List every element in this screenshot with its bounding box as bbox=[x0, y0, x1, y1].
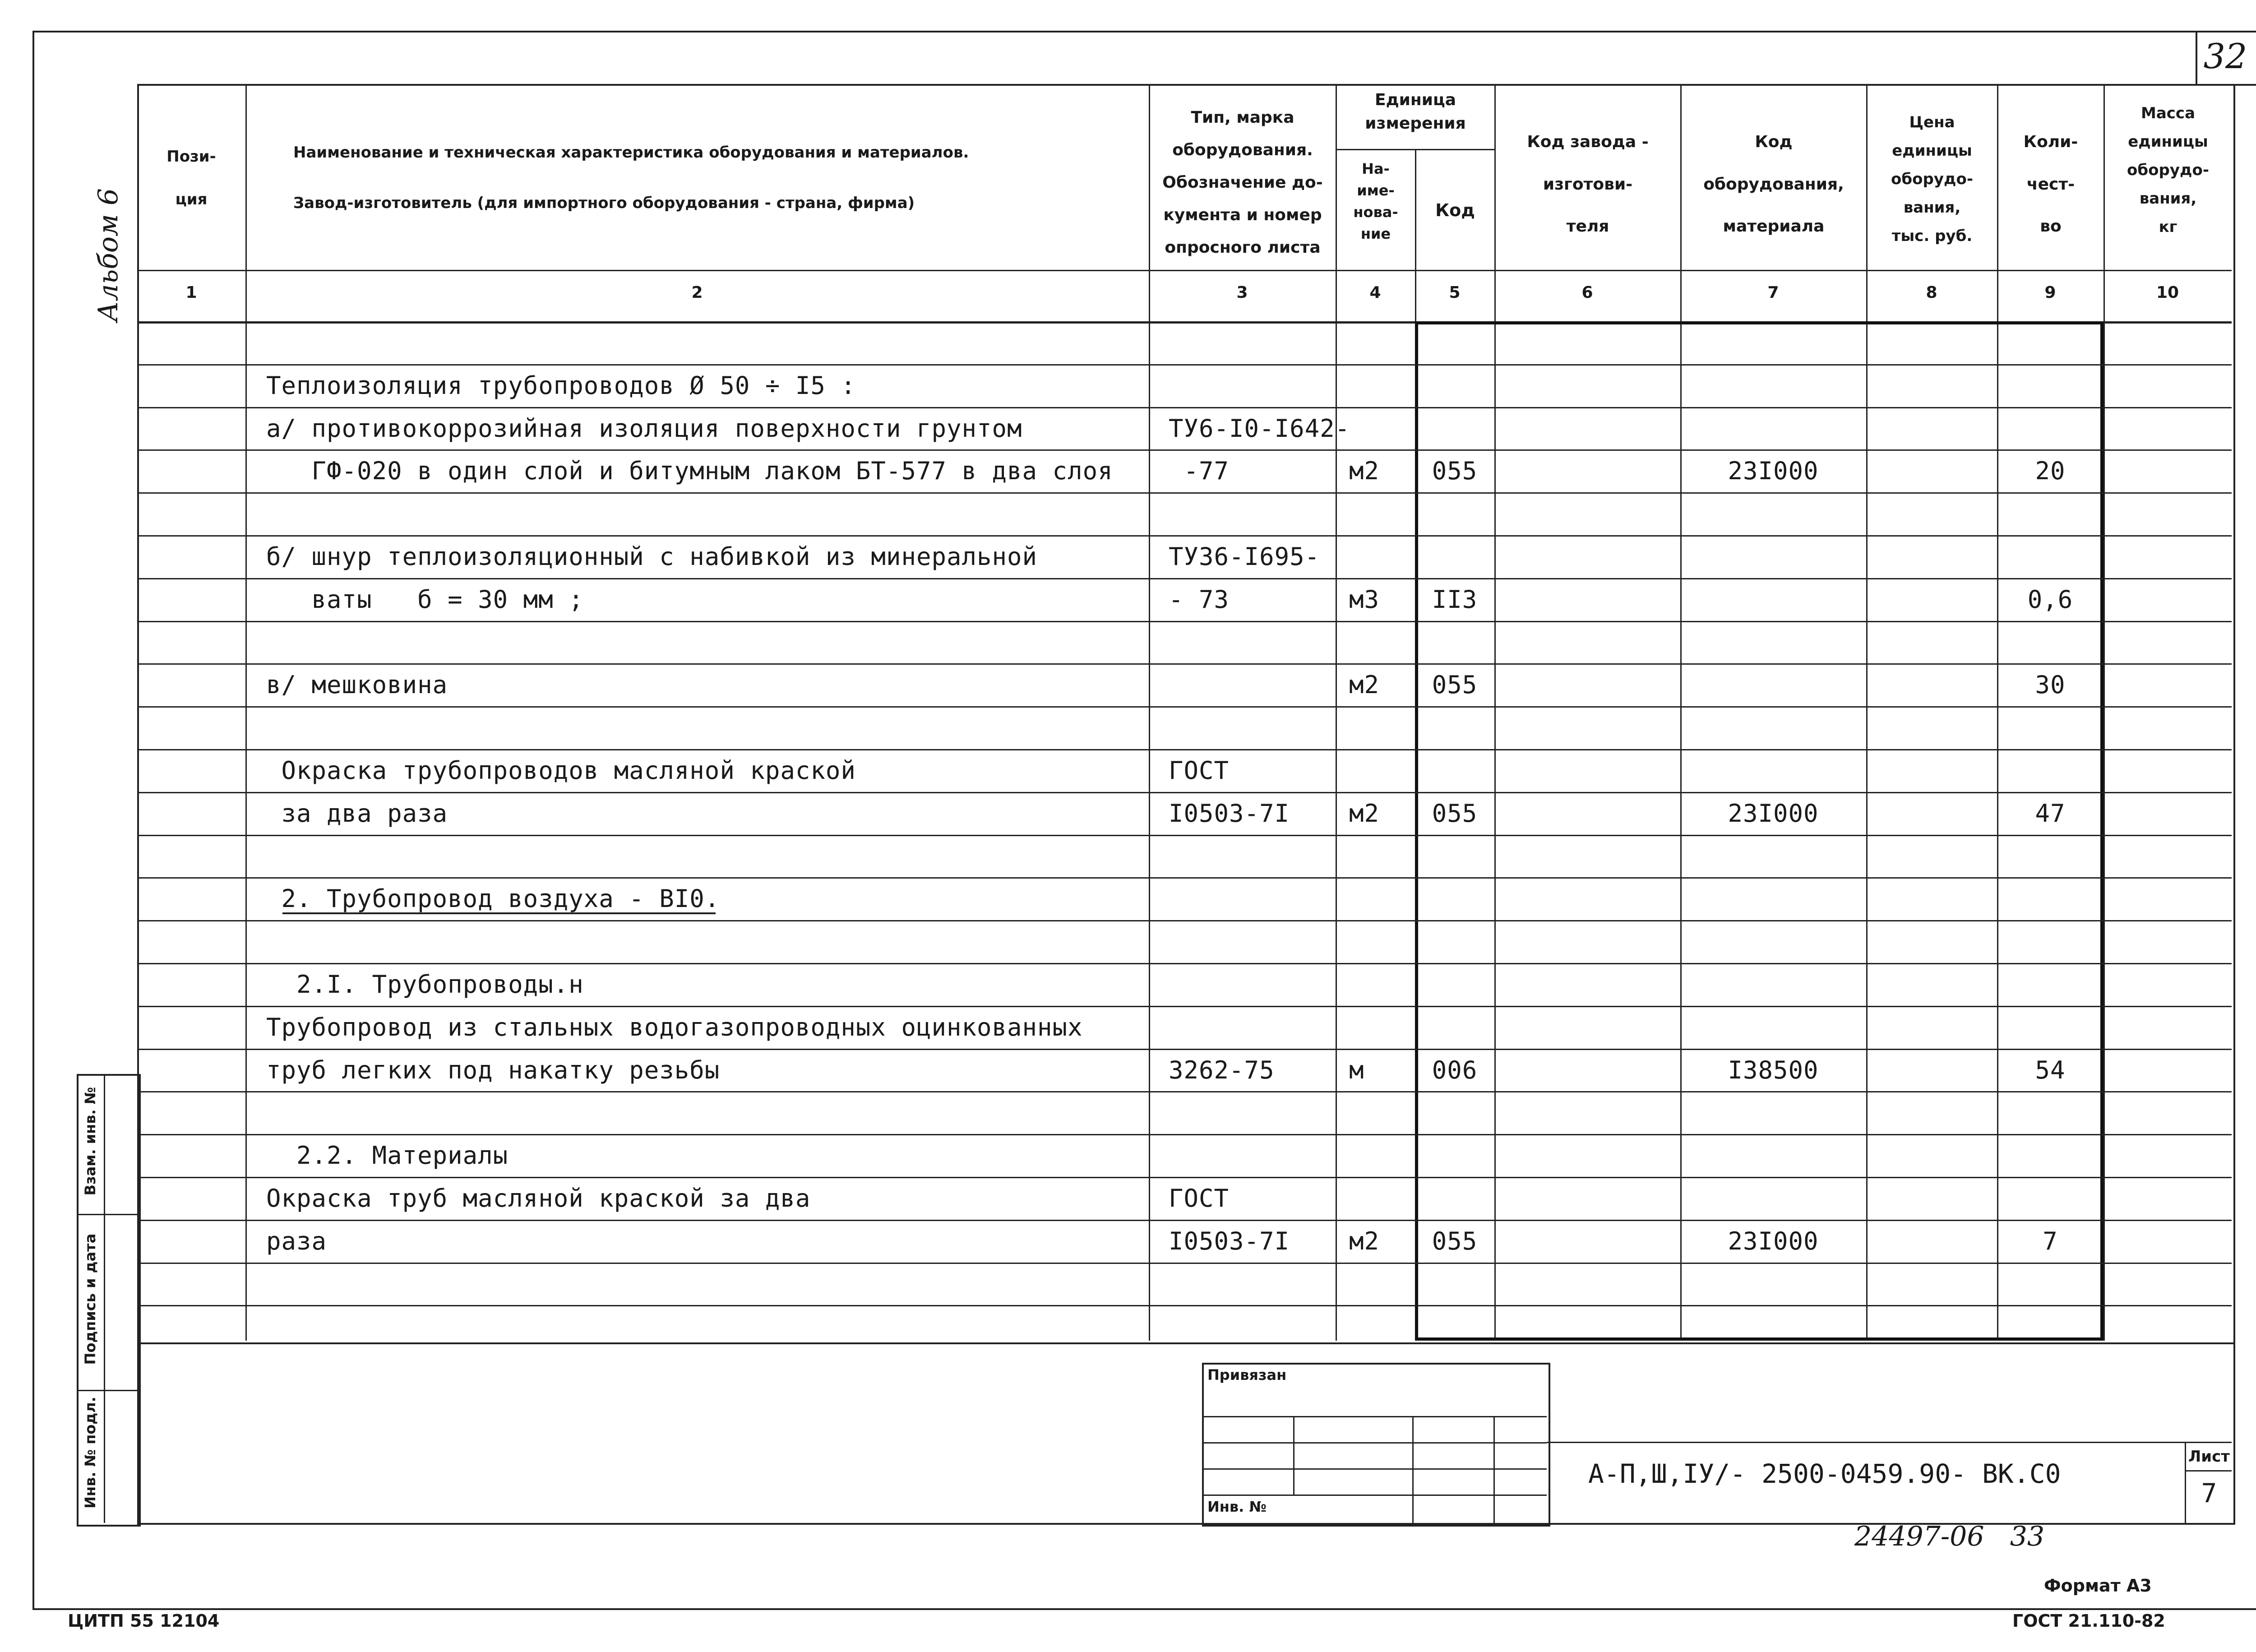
hdr-price: Цена единицы оборудо- вания, тыс. руб. bbox=[1891, 113, 1973, 245]
row-separator bbox=[137, 1134, 2232, 1135]
hdr-mass: Масса единицы оборудо- вания, кг bbox=[2127, 104, 2209, 236]
row-separator bbox=[137, 920, 2232, 921]
footer-left: ЦИТП 55 12104 bbox=[68, 1611, 220, 1631]
handwritten-number: 24497-06 33 bbox=[1854, 1521, 2045, 1552]
row-3-mat: 23I000 bbox=[1728, 457, 1819, 486]
hdr-qty: Коли- чест- во bbox=[2023, 133, 2078, 236]
row-11-code: 055 bbox=[1432, 799, 1478, 828]
row-1-name: Теплоизоляция трубопроводов Ø 50 ÷ I5 : bbox=[266, 371, 856, 400]
row-21-qty: 7 bbox=[2043, 1226, 2058, 1255]
row-6-unit: м3 bbox=[1349, 585, 1380, 614]
row-20-doc: ГОСТ bbox=[1169, 1184, 1230, 1212]
row-5-doc: ТУ36-I695- bbox=[1169, 542, 1320, 571]
row-separator bbox=[137, 578, 2232, 579]
sheet-number: 32 bbox=[2203, 36, 2247, 76]
side-podpis: Подпись и дата bbox=[82, 1233, 99, 1365]
row-21-name: раза bbox=[266, 1226, 327, 1255]
hdr-type: Тип, марка оборудования. Обозначение до- кумента и номер опросного листа bbox=[1162, 108, 1323, 257]
side-inv: Инв. № подл. bbox=[82, 1397, 99, 1509]
row-21-code: 055 bbox=[1432, 1226, 1478, 1255]
inv-no-label: Инв. № bbox=[1207, 1498, 1267, 1515]
row-separator bbox=[137, 963, 2232, 964]
row-separator bbox=[137, 1006, 2232, 1007]
col-num-5: 5 bbox=[1449, 283, 1461, 302]
col-num-2: 2 bbox=[691, 283, 703, 302]
row-16-name: Трубопровод из стальных водогазопроводных оцинкованных bbox=[266, 1013, 1083, 1041]
row-21-unit: м2 bbox=[1349, 1226, 1380, 1255]
row-11-mat: 23I000 bbox=[1728, 799, 1819, 828]
row-separator bbox=[137, 663, 2232, 665]
hdr-position: Пози- ция bbox=[166, 148, 216, 209]
side-vzam: Взам. инв. № bbox=[82, 1087, 99, 1196]
col-num-8: 8 bbox=[1926, 283, 1937, 302]
row-separator bbox=[137, 1263, 2232, 1264]
row-separator bbox=[137, 877, 2232, 879]
title-block bbox=[137, 1341, 2235, 1525]
row-separator bbox=[137, 749, 2232, 750]
row-21-mat: 23I000 bbox=[1728, 1226, 1819, 1255]
row-19-name: 2.2. Материалы bbox=[266, 1141, 509, 1170]
row-separator bbox=[137, 706, 2232, 708]
row-separator bbox=[137, 492, 2232, 494]
list-label: Лист bbox=[2188, 1448, 2230, 1466]
footer-right: ГОСТ 21.110-82 bbox=[2012, 1611, 2165, 1631]
row-3-doc: -77 bbox=[1169, 457, 1230, 486]
row-separator bbox=[137, 1177, 2232, 1178]
album-label: Альбом 6 bbox=[92, 188, 124, 322]
col-num-9: 9 bbox=[2044, 283, 2056, 302]
section-underline bbox=[282, 912, 716, 914]
col-num-6: 6 bbox=[1581, 283, 1593, 302]
row-20-name: Окраска труб масляной краской за два bbox=[266, 1184, 811, 1212]
row-17-qty: 54 bbox=[2035, 1055, 2066, 1084]
col-num-4: 4 bbox=[1369, 283, 1381, 302]
row-8-code: 055 bbox=[1432, 671, 1478, 699]
row-21-doc: I0503-7I bbox=[1169, 1226, 1290, 1255]
row-2-name: а/ противокоррозийная изоляция поверхности грунтом bbox=[266, 414, 1022, 443]
row-11-unit: м2 bbox=[1349, 799, 1380, 828]
row-3-code: 055 bbox=[1432, 457, 1478, 486]
list-number: 7 bbox=[2201, 1478, 2217, 1509]
row-separator bbox=[137, 364, 2232, 366]
row-11-doc: I0503-7I bbox=[1169, 799, 1290, 828]
row-separator bbox=[137, 1091, 2232, 1092]
row-10-name: Окраска трубопроводов масляной краской bbox=[266, 756, 856, 785]
row-8-unit: м2 bbox=[1349, 671, 1380, 699]
row-6-qty: 0,6 bbox=[2027, 585, 2073, 614]
row-separator bbox=[137, 835, 2232, 836]
col-num-1: 1 bbox=[185, 283, 197, 302]
row-17-code: 006 bbox=[1432, 1055, 1478, 1084]
hdr-name: Наименование и техническая характеристика оборудования и материалов. Завод-изготовитель (для импортного оборудования - страна, фирма) bbox=[293, 143, 969, 213]
col-num-10: 10 bbox=[2156, 283, 2179, 302]
row-separator bbox=[137, 1220, 2232, 1221]
row-2-doc: ТУ6-I0-I642- bbox=[1169, 414, 1350, 443]
row-separator bbox=[137, 535, 2232, 537]
row-10-doc: ГОСТ bbox=[1169, 756, 1230, 785]
row-separator bbox=[137, 621, 2232, 622]
row-5-name: б/ шнур теплоизоляционный с набивкой из минеральной bbox=[266, 542, 1038, 571]
row-15-name: 2.I. Трубопроводы.н bbox=[266, 970, 584, 999]
hdr-factory-code: Код завода - изготови- теля bbox=[1527, 133, 1649, 236]
hdr-unit: Единица измерения bbox=[1365, 91, 1466, 133]
row-11-qty: 47 bbox=[2035, 799, 2066, 828]
row-13-name: 2. Трубопровод воздуха - BI0. bbox=[266, 884, 720, 913]
row-8-name: в/ мешковина bbox=[266, 671, 448, 699]
row-3-name: ГФ-020 в один слой и битумным лаком БТ-577 в два слоя bbox=[266, 457, 1113, 486]
row-6-name: ваты б = 30 мм ; bbox=[266, 585, 584, 614]
row-separator bbox=[137, 449, 2232, 451]
row-6-doc: - 73 bbox=[1169, 585, 1230, 614]
row-8-qty: 30 bbox=[2035, 671, 2066, 699]
privyazan-label: Привязан bbox=[1207, 1366, 1287, 1384]
row-3-unit: м2 bbox=[1349, 457, 1380, 486]
drawing-designation: А-П,Ш,IУ/- 2500-0459.90- ВК.С0 bbox=[1588, 1458, 2061, 1489]
hdr-material-code: Код оборудования, материала bbox=[1703, 133, 1844, 236]
col-num-3: 3 bbox=[1236, 283, 1248, 302]
row-17-unit: м bbox=[1349, 1055, 1364, 1084]
format-label: Формат А3 bbox=[2044, 1576, 2152, 1596]
hdr-unit-code: Код bbox=[1435, 200, 1475, 220]
row-17-name: труб легких под накатку резьбы bbox=[266, 1055, 720, 1084]
row-17-mat: I38500 bbox=[1728, 1055, 1819, 1084]
col-num-7: 7 bbox=[1767, 283, 1779, 302]
row-17-doc: 3262-75 bbox=[1169, 1055, 1275, 1084]
row-separator bbox=[137, 1049, 2232, 1050]
row-separator bbox=[137, 407, 2232, 408]
row-separator bbox=[137, 1305, 2232, 1306]
hdr-unit-name: На- име- нова- ние bbox=[1353, 160, 1398, 242]
row-11-name: за два раза bbox=[266, 799, 448, 828]
row-3-qty: 20 bbox=[2035, 457, 2066, 486]
row-separator bbox=[137, 792, 2232, 793]
row-6-code: II3 bbox=[1432, 585, 1478, 614]
